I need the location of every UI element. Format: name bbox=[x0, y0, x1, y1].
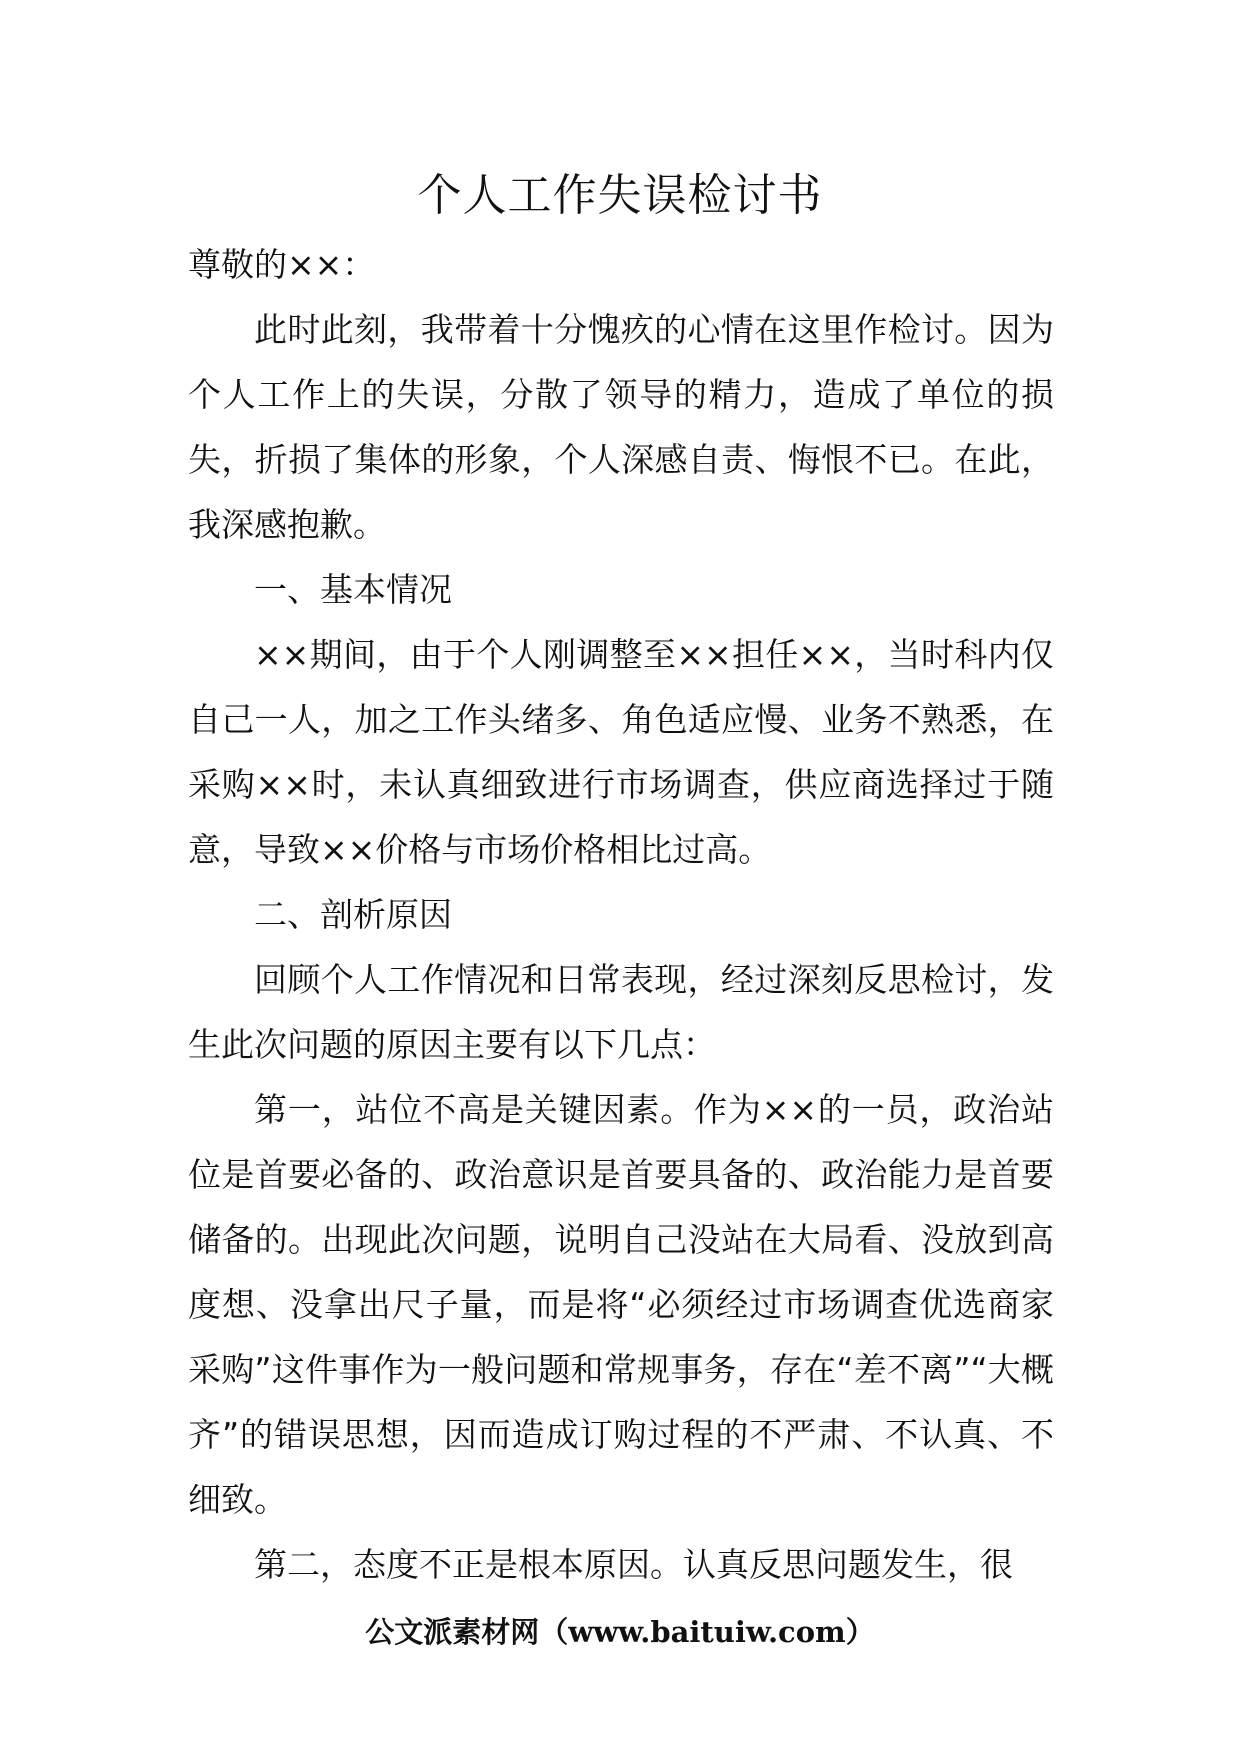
footer-watermark: 公文派素材网（www.baituiw.com） bbox=[365, 1615, 875, 1649]
paragraph-basic-situation: ××期间，由于个人刚调整至××担任××，当时科内仅自己一人，加之工作头绪多、角色适应慢、业务不熟悉，在采购××时，未认真细致进行市场调查，供应商选择过于随意，导致××价格与市场价格相比过高。 bbox=[188, 635, 1054, 869]
paragraph-cause-second: 第二，态度不正是根本原因。认真反思问题发生，很 bbox=[254, 1545, 1013, 1584]
document-body bbox=[188, 232, 1054, 1597]
salutation: 尊敬的××： bbox=[188, 245, 376, 284]
paragraph-cause-intro: 回顾个人工作情况和日常表现，经过深刻反思检讨，发生此次问题的原因主要有以下几点： bbox=[188, 960, 1054, 1064]
section-heading-cause-analysis: 二、剖析原因 bbox=[254, 895, 452, 934]
document-title: 个人工作失误检讨书 bbox=[417, 170, 823, 221]
paragraph-intro: 此时此刻，我带着十分愧疚的心情在这里作检讨。因为个人工作上的失误，分散了领导的精力，造成了单位的损失，折损了集体的形象，个人深感自责、悔恨不已。在此，我深感抱歉。 bbox=[188, 310, 1054, 544]
paragraph-cause-first: 第一，站位不高是关键因素。作为××的一员，政治站位是首要必备的、政治意识是首要具备的、政治能力是首要储备的。出现此次问题，说明自己没站在大局看、没放到高度想、没拿出尺子量，而是将“必须经过市场调查优选商家采购”这件事作为一般问题和常规事务，存在“差不离”“大概齐”的错误思想，因而造成订购过程的不严肃、不认真、不细致。 bbox=[188, 1090, 1054, 1519]
section-heading-basic-situation: 一、基本情况 bbox=[254, 570, 452, 609]
